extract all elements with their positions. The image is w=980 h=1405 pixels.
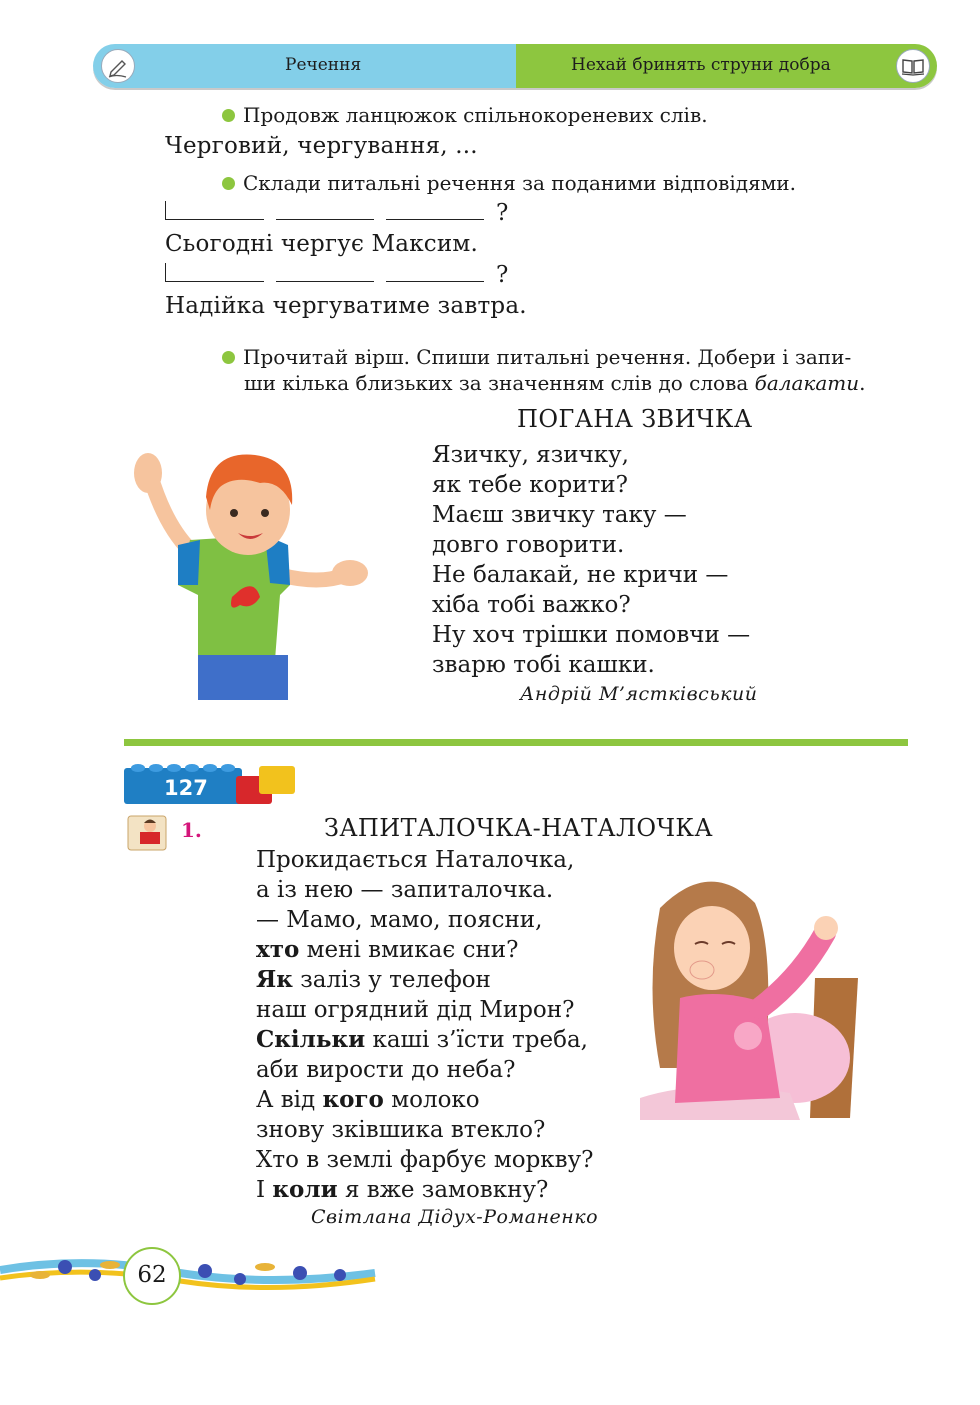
task2-answer-2: Надійка чергуватиме завтра. bbox=[165, 293, 527, 319]
poem-line: — Мамо, мамо, поясни, bbox=[256, 907, 543, 933]
poem-line: Маєш звичку таку — bbox=[432, 502, 687, 528]
question-blank-line-1 bbox=[165, 200, 509, 226]
poem-line: хіба тобі важко? bbox=[432, 592, 631, 618]
boy-illustration bbox=[120, 435, 370, 700]
bullet-icon bbox=[222, 109, 235, 122]
section-divider bbox=[124, 739, 908, 746]
page-header bbox=[93, 44, 937, 88]
poem-line-text: молоко bbox=[383, 1087, 480, 1113]
task2-answer-1: Сьогодні чергує Максим. bbox=[165, 231, 478, 257]
poem-line: наш огрядний дід Мирон? bbox=[256, 997, 575, 1023]
poem-line-text: я вже замовкну? bbox=[337, 1177, 549, 1203]
task3-instruction-line2 bbox=[244, 371, 866, 395]
poem-line-text: А від bbox=[256, 1087, 323, 1113]
poem-line: знову зківшика втекло? bbox=[256, 1117, 546, 1143]
task3-text-1: Прочитай вірш. Спиши питальні речення. Добери і запи- bbox=[243, 345, 852, 369]
poem-line-text: І bbox=[256, 1177, 273, 1203]
poem-line bbox=[256, 1025, 594, 1055]
bullet-icon bbox=[222, 177, 235, 190]
poem-line bbox=[256, 1175, 594, 1205]
blank-word bbox=[386, 263, 484, 282]
poem2-author: Світлана Дідух-Романенко bbox=[311, 1206, 599, 1228]
poem-line: як тебе корити? bbox=[432, 472, 628, 498]
poem-line: Хто в землі фарбує моркву? bbox=[256, 1147, 594, 1173]
page-number-circle bbox=[123, 1247, 181, 1305]
poem-line-text: мені вмикає сни? bbox=[299, 937, 519, 963]
header-right-title: Нехай бринять струни добра bbox=[571, 55, 831, 75]
poem-line: Ну хоч трішки помовчи — bbox=[432, 622, 751, 648]
bullet-icon bbox=[222, 351, 235, 364]
question-blank-line-2 bbox=[165, 262, 509, 288]
blank-word bbox=[276, 201, 374, 220]
task3-instruction-line1 bbox=[222, 345, 851, 369]
poem1-title: ПОГАНА ЗВИЧКА bbox=[517, 405, 753, 433]
pencil-icon bbox=[101, 49, 135, 83]
book-icon bbox=[896, 49, 930, 83]
poem-line: а із нею — запиталочка. bbox=[256, 877, 554, 903]
poem-line bbox=[256, 935, 594, 965]
poem-line: довго говорити. bbox=[432, 532, 625, 558]
task2-instruction-text: Склади питальні речення за поданими відповідями. bbox=[243, 171, 796, 195]
question-word: Скільки bbox=[256, 1026, 366, 1053]
poem-line-text: каші з’їсти треба, bbox=[365, 1027, 588, 1053]
poem-line: зварю тобі кашки. bbox=[432, 652, 655, 678]
header-right-section bbox=[516, 44, 937, 88]
question-mark: ? bbox=[496, 200, 509, 226]
header-left-title: Речення bbox=[285, 55, 362, 75]
reading-icon bbox=[126, 812, 170, 852]
poem2-title: ЗАПИТАЛОЧКА-НАТАЛОЧКА bbox=[324, 814, 713, 842]
poem2-body bbox=[256, 845, 594, 1205]
task1-words: Черговий, чергування, ... bbox=[165, 133, 478, 159]
task1-instruction bbox=[222, 103, 708, 127]
task3-text-2: ши кілька близьких за значенням слів до слова bbox=[244, 371, 755, 395]
poem-line: аби вирости до неба? bbox=[256, 1057, 516, 1083]
poem1-body bbox=[432, 440, 750, 680]
task1-instruction-text: Продовж ланцюжок спільнокореневих слів. bbox=[243, 103, 708, 127]
exercise-number: 127 bbox=[164, 776, 208, 800]
header-left-section bbox=[93, 44, 516, 88]
blank-word bbox=[165, 201, 264, 220]
task2-instruction bbox=[222, 171, 796, 195]
floral-ornament bbox=[0, 1245, 380, 1305]
blank-word bbox=[165, 263, 264, 282]
girl-illustration bbox=[640, 868, 862, 1120]
poem-line: Язичку, язичку, bbox=[432, 442, 629, 468]
page-number: 62 bbox=[137, 1262, 167, 1288]
poem-line: Не балакай, не кричи — bbox=[432, 562, 729, 588]
question-word: коли bbox=[272, 1176, 338, 1203]
question-word: Як bbox=[256, 966, 293, 993]
question-mark: ? bbox=[496, 262, 509, 288]
blank-word bbox=[276, 263, 374, 282]
question-word: кого bbox=[322, 1086, 384, 1113]
question-word: хто bbox=[256, 936, 300, 963]
item-number: 1. bbox=[181, 818, 202, 842]
poem1-author: Андрій М’ястківський bbox=[520, 683, 758, 705]
poem-line bbox=[256, 965, 594, 995]
task3-key-word: балакати bbox=[754, 371, 860, 395]
poem-line-text: заліз у телефон bbox=[292, 967, 491, 993]
task3-text-end: . bbox=[859, 371, 866, 395]
blank-word bbox=[386, 201, 484, 220]
poem-line bbox=[256, 1085, 594, 1115]
exercise-number-badge bbox=[124, 758, 300, 808]
poem-line: Прокидається Наталочка, bbox=[256, 847, 575, 873]
